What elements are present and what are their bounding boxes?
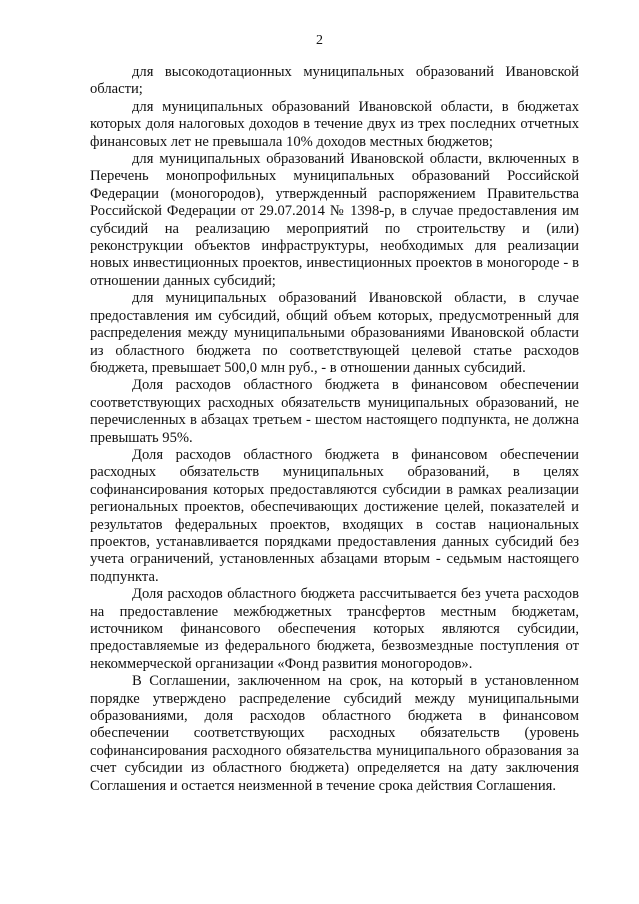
paragraph: для высокодотационных муниципальных образований Ивановской области; bbox=[90, 64, 579, 98]
paragraph: В Соглашении, заключенном на срок, на который в установленном порядке утверждено распределение субсидий между муниципальными образованиями, доля расходов областного бюджета в финансовом обеспечении соответствующих расходных обязательств (уровень софинансирования расходного обязательства муниципального образования за счет субсидии из областного бюджета) определяется на дату заключения Соглашения и остается неизменной в течение срока действия Соглашения. bbox=[90, 673, 579, 794]
paragraph: Доля расходов областного бюджета в финансовом обеспечении соответствующих расходных обязательств муниципальных образований, не перечисленных в абзацах третьем - шестом настоящего подпункта, не должна превышать 95%. bbox=[90, 377, 579, 446]
paragraph: для муниципальных образований Ивановской области, в бюджетах которых доля налоговых доходов в течение двух из трех последних отчетных финансовых лет не превышала 10% доходов местных бюджетов; bbox=[90, 98, 579, 150]
paragraph: Доля расходов областного бюджета в финансовом обеспечении расходных обязательств муниципальных образований, в целях софинансирования которых предоставляются субсидии в рамках реализации региональных проектов, обеспечивающих достижение целей, показателей и результатов федеральных проектов, входящих в состав национальных проектов, устанавливается порядками предоставления данных субсидий без учета ограничений, установленных абзацами вторым - седьмым настоящего подпункта. bbox=[90, 446, 579, 585]
paragraph: для муниципальных образований Ивановской области, в случае предоставления им субсидий, общий объем которых, предусмотренный для распределения между муниципальными образованиями Ивановской области из областного бюджета по соответствующей целевой статье расходов бюджета, превышает 500,0 млн руб., - в отношении данных субсидий. bbox=[90, 290, 579, 376]
document-body bbox=[90, 64, 579, 795]
page-number: 2 bbox=[316, 33, 323, 48]
paragraph: для муниципальных образований Ивановской области, включенных в Перечень монопрофильных муниципальных образований Российской Федерации (моногородов), утвержденный распоряжением Правительства Российской Федерации от 29.07.2014 № 1398-р, в случае предоставления им субсидий на реализацию мероприятий по строительству и (или) реконструкции объектов инфраструктуры, необходимых для реализации новых инвестиционных проектов, инвестиционных проектов в моногороде - в отношении данных субсидий; bbox=[90, 151, 579, 289]
paragraph: Доля расходов областного бюджета рассчитывается без учета расходов на предоставление межбюджетных трансфертов местным бюджетам, источником финансового обеспечения которых являются субсидии, предоставляемые из федерального бюджета, безвозмездные поступления от некоммерческой организации «Фонд развития моногородов». bbox=[90, 586, 579, 672]
